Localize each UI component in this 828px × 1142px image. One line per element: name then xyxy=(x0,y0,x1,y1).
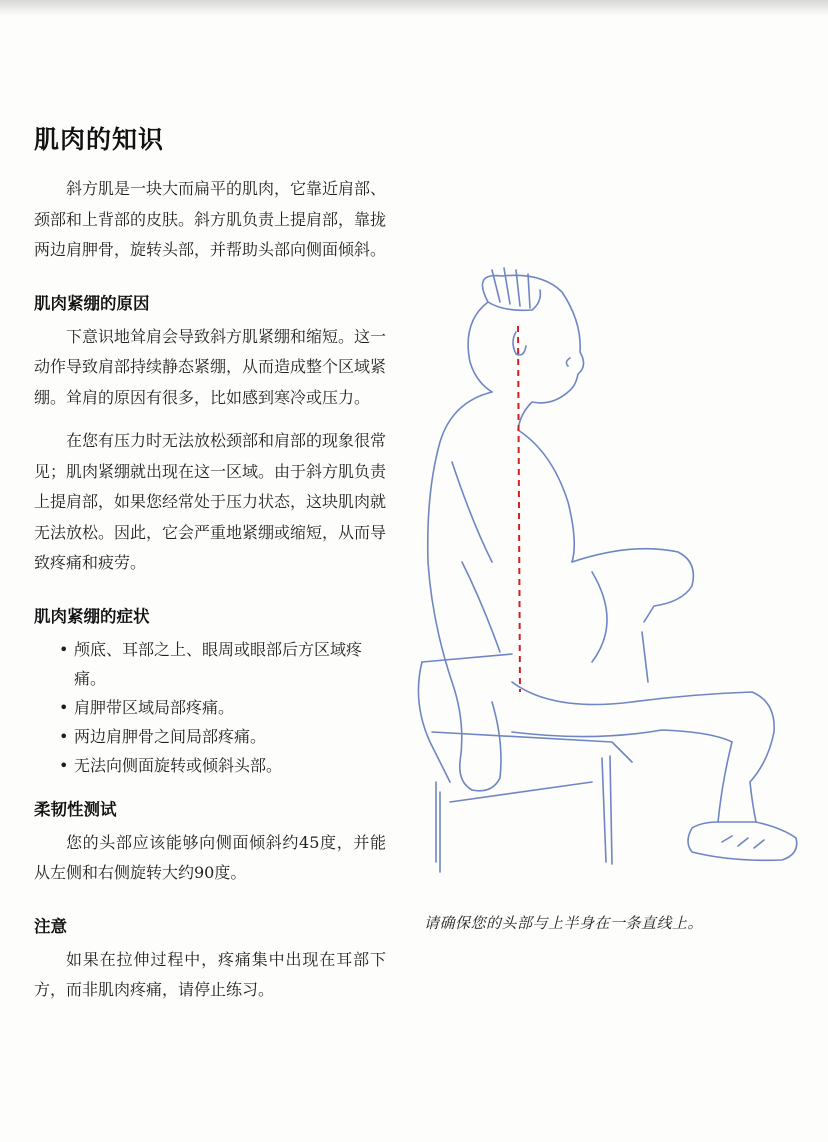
test-heading: 柔韧性测试 xyxy=(34,799,117,819)
test-section xyxy=(34,796,386,889)
head-sketch xyxy=(468,268,583,430)
causes-section xyxy=(34,290,386,579)
list-item: • 颅底、耳部之上、眼周或眼部后方区域疼痛。 xyxy=(74,635,386,693)
causes-heading: 肌肉紧绷的原因 xyxy=(34,293,150,313)
list-item: • 无法向侧面旋转或倾斜头部。 xyxy=(74,751,386,780)
alignment-guide-line xyxy=(518,326,520,692)
note-heading: 注意 xyxy=(34,916,67,936)
figure-caption: 请确保您的头部与上半身在一条直线上。 xyxy=(424,914,704,932)
note-paragraph: 如果在拉伸过程中，疼痛集中出现在耳部下方，而非肌肉疼痛，请停止练习。 xyxy=(34,949,386,999)
causes-paragraph-1: 下意识地耸肩会导致斜方肌紧绷和缩短。这一动作导致肩部持续静态紧绷，从而造成整个区域紧绷。耸肩的原因有很多，比如感到寒冷或压力。 xyxy=(34,326,387,407)
note-section xyxy=(34,913,386,1006)
list-item: • 肩胛带区域局部疼痛。 xyxy=(74,693,386,722)
symptoms-section xyxy=(34,603,386,780)
scan-top-edge xyxy=(0,0,828,16)
symptoms-list xyxy=(34,635,386,780)
text-column xyxy=(34,120,386,1006)
causes-paragraph-2: 在您有压力时无法放松颈部和肩部的现象很常见；肌肉紧绷就出现在这一区域。由于斜方肌负责上提肩部，如果您经常处于压力状态，这块肌肉就无法放松。因此，它会严重地紧绷或缩短，从而导致疼痛和疲劳。 xyxy=(34,431,387,572)
symptoms-heading: 肌肉紧绷的症状 xyxy=(34,606,150,626)
chair-sketch xyxy=(418,654,632,872)
intro-paragraph: 斜方肌是一块大而扁平的肌肉，它靠近肩部、颈部和上背部的皮肤。斜方肌负责上提肩部，靠拢两边肩胛骨，旋转头部，并帮助头部向侧面倾斜。 xyxy=(34,179,387,259)
legs-sketch xyxy=(512,549,797,861)
seated-neck-stretch-illustration xyxy=(392,262,812,902)
torso-sketch xyxy=(428,392,575,791)
list-item: • 两边肩胛骨之间局部疼痛。 xyxy=(74,722,386,751)
test-paragraph: 您的头部应该能够向侧面倾斜约45度，并能从左侧和右侧旋转大约90度。 xyxy=(34,832,386,882)
page-title: 肌肉的知识 xyxy=(34,125,165,154)
